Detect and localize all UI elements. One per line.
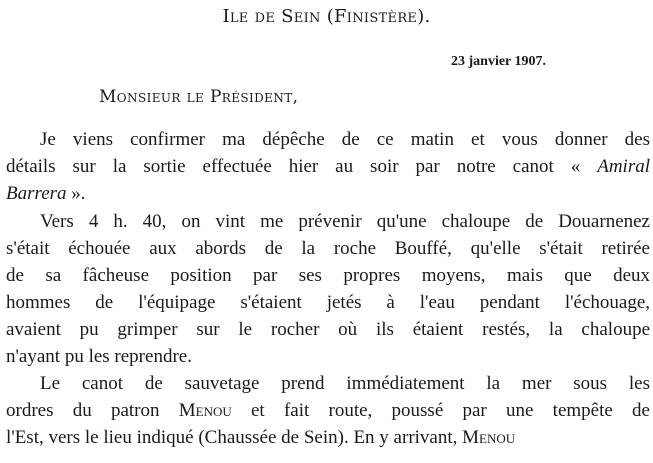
- text-run: Menou: [178, 400, 232, 421]
- text-run: détails sur la sortie effectuée hier au soir par notre canot «: [6, 156, 598, 177]
- text-line: [6, 264, 650, 288]
- text-run: Le canot de sauvetage prend immédiatement la mer sous les: [40, 373, 650, 394]
- text-line: [6, 155, 650, 179]
- text-run: n'ayant pu les reprendre.: [6, 346, 192, 367]
- text-line: [40, 128, 650, 152]
- text-run: de sa fâcheuse position par ses propres moyens, mais que deux: [6, 265, 650, 286]
- text-line: [6, 399, 650, 423]
- text-run: hommes de l'équipage s'étaient jetés à l'eau pendant l'échouage,: [6, 292, 650, 313]
- text-line: [6, 291, 650, 315]
- text-line: [6, 237, 650, 261]
- text-run: ordres du patron: [6, 400, 179, 421]
- letter-date: 23 janvier 1907.: [451, 54, 547, 69]
- text-line: [6, 426, 515, 450]
- text-line: [40, 372, 650, 396]
- text-run: Amiral: [597, 156, 650, 177]
- page-heading: Ile de Sein (Finistère).: [222, 6, 431, 27]
- text-run: ».: [66, 183, 86, 204]
- text-run: avaient pu grimper sur le rocher où ils étaient restés, la chaloupe: [6, 319, 650, 340]
- salutation: Monsieur le Président,: [99, 87, 299, 107]
- text-run: Menou: [462, 427, 516, 448]
- text-line: [6, 345, 192, 369]
- text-line: [6, 318, 650, 342]
- text-line: [6, 182, 86, 206]
- text-run: Je viens confirmer ma dépêche de ce matin et vous donner des: [40, 129, 650, 150]
- text-run: Vers 4 h. 40, on vint me prévenir qu'une chaloupe de Douarnenez: [40, 211, 650, 232]
- text-run: l'Est, vers le lieu indiqué (Chaussée de Sein). En y arrivant,: [6, 427, 463, 448]
- text-line: [40, 210, 650, 234]
- text-run: Barrera: [6, 183, 67, 204]
- text-run: s'était échouée aux abords de la roche Bouffé, qu'elle s'était retirée: [6, 238, 650, 259]
- text-run: et fait route, poussé par une tempête de: [231, 400, 650, 421]
